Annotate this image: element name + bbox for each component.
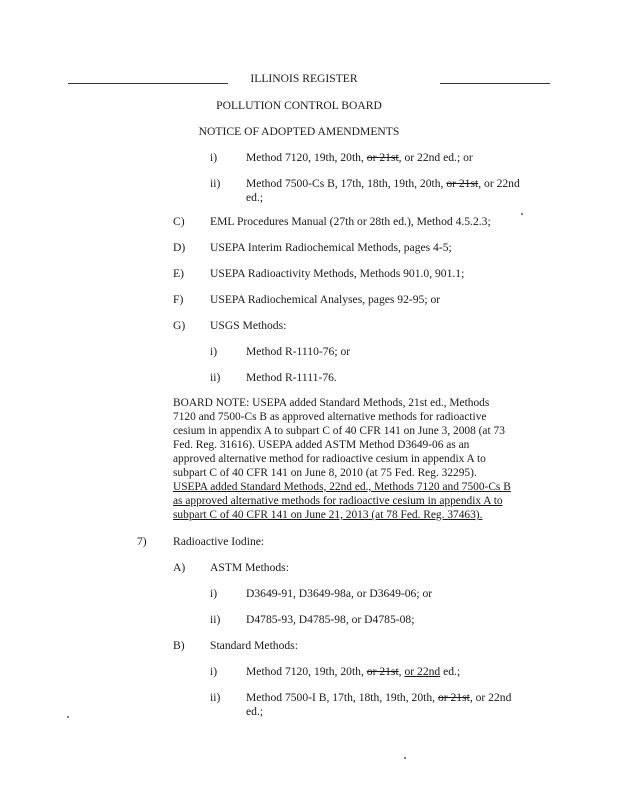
scan-speck: [67, 716, 69, 718]
item-label: i): [210, 587, 218, 600]
item-label: G): [173, 319, 186, 332]
item-text: Method 7500-I B, 17th, 18th, 19th, 20th, or 21st, or 22nd: [246, 691, 512, 704]
item-text: Method 7120, 19th, 20th, or 21st, or 22nd ed.; or: [246, 151, 473, 164]
item-text: USEPA Radioactivity Methods, Methods 901.0, 901.1;: [210, 267, 465, 280]
item-label: ii): [210, 371, 221, 384]
item-label: ii): [210, 613, 221, 626]
item-text: Method 7500-Cs B, 17th, 18th, 19th, 20th, or 21st, or 22nd: [246, 177, 520, 190]
notice-title: NOTICE OF ADOPTED AMENDMENTS: [198, 125, 400, 138]
item-text: Standard Methods:: [210, 639, 298, 652]
board-note-line: 7120 and 7500-Cs B as approved alternative methods for radioactive: [173, 411, 487, 423]
added-text: or 22nd: [404, 665, 441, 678]
agency-title: POLLUTION CONTROL BOARD: [216, 99, 382, 112]
deleted-text: or 21st: [366, 665, 399, 678]
deleted-text: or 21st: [446, 177, 479, 190]
item-text: USEPA Interim Radiochemical Methods, pages 4-5;: [210, 241, 452, 254]
board-note-line: cesium in appendix A to subpart C of 40 CFR 141 on June 3, 2008 (at 73: [173, 425, 505, 437]
scan-speck: [404, 757, 406, 759]
deleted-text: or 21st: [366, 151, 399, 164]
item-text: Method 7120, 19th, 20th, or 21st, or 22nd ed.;: [246, 665, 461, 678]
board-note-added-line: USEPA added Standard Methods, 22nd ed., Methods 7120 and 7500-Cs B: [173, 481, 511, 493]
board-note-line: approved alternative method for radioactive cesium in appendix A to: [173, 453, 486, 465]
board-note-added-line: as approved alternative methods for radioactive cesium in appendix A to: [173, 495, 503, 507]
item-label: A): [173, 561, 186, 574]
item-text: Method R-1111-76.: [246, 371, 337, 384]
board-note-line: Fed. Reg. 31616). USEPA added ASTM Method D3649-06 as an: [173, 439, 470, 451]
board-note-line: BOARD NOTE: USEPA added Standard Methods, 21st ed., Methods: [173, 397, 490, 409]
item-text: USGS Methods:: [210, 319, 287, 332]
section-title: Radioactive Iodine:: [173, 535, 265, 548]
board-note: [173, 396, 511, 522]
deleted-text: or 21st: [437, 691, 470, 704]
item-text-cont: ed.;: [246, 705, 264, 718]
item-label: D): [173, 241, 186, 254]
scan-speck: [521, 213, 523, 215]
item-label: E): [173, 267, 184, 280]
item-text: D3649-91, D3649-98a, or D3649-06; or: [246, 587, 433, 600]
item-label: ii): [210, 691, 221, 704]
item-label: ii): [210, 177, 221, 190]
item-label: F): [173, 293, 184, 306]
item-label: i): [210, 665, 218, 678]
item-text: Method R-1110-76; or: [246, 345, 351, 358]
item-text: EML Procedures Manual (27th or 28th ed.), Method 4.5.2.3;: [210, 215, 491, 228]
item-text: ASTM Methods:: [210, 561, 289, 574]
item-label: i): [210, 345, 218, 358]
item-text-cont: ed.;: [246, 191, 264, 204]
board-note-line: subpart C of 40 CFR 141 on June 8, 2010 (at 75 Fed. Reg. 32295).: [173, 467, 477, 479]
board-note-added-line: subpart C of 40 CFR 141 on June 21, 2013 (at 78 Fed. Reg. 37463).: [173, 509, 483, 521]
item-label: C): [173, 215, 185, 228]
item-label: i): [210, 151, 218, 164]
register-title: ILLINOIS REGISTER: [250, 72, 358, 85]
section-label: 7): [137, 535, 147, 548]
item-label: B): [173, 639, 185, 652]
item-text: USEPA Radiochemical Analyses, pages 92-95; or: [210, 293, 441, 306]
item-text: D4785-93, D4785-98, or D4785-08;: [246, 613, 415, 626]
